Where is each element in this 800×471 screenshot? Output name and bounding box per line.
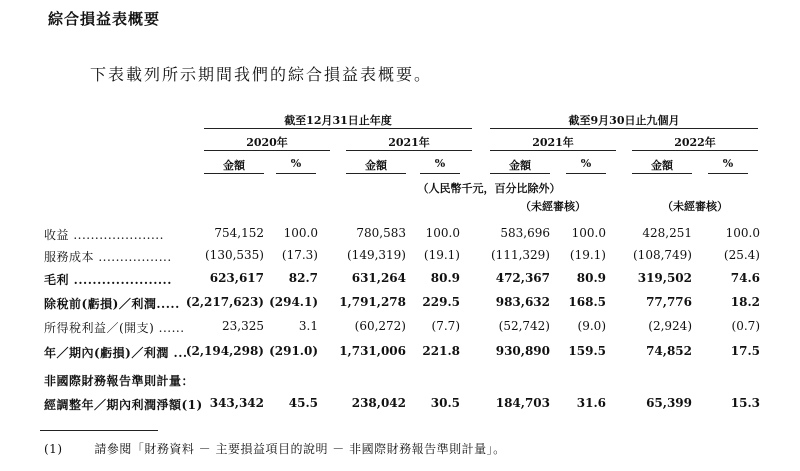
amount-cell: (108,749) bbox=[633, 248, 692, 262]
amount-cell: (111,329) bbox=[491, 248, 550, 262]
percent-cell: 229.5 bbox=[422, 295, 460, 309]
amount-cell: 472,367 bbox=[495, 271, 550, 285]
percent-cell: 3.1 bbox=[298, 319, 318, 333]
percent-cell: 82.7 bbox=[288, 271, 318, 285]
header-year-rule-4 bbox=[632, 150, 758, 151]
footnote-rule bbox=[40, 430, 158, 431]
amount-cell: 77,776 bbox=[646, 295, 692, 309]
percent-cell: (7.7) bbox=[431, 319, 460, 333]
percent-cell: 17.5 bbox=[730, 344, 760, 358]
table-row bbox=[0, 271, 800, 291]
amount-cell: (60,272) bbox=[354, 319, 406, 333]
header-group-nine-months: 截至9月30日止九個月 bbox=[568, 114, 680, 127]
percent-cell: 18.2 bbox=[730, 295, 760, 309]
table-row bbox=[0, 319, 800, 339]
amount-cell: (52,742) bbox=[498, 319, 550, 333]
amount-cell: 1,731,006 bbox=[339, 344, 406, 358]
header-amount-4: 金額 bbox=[651, 159, 673, 172]
amount-cell: 74,852 bbox=[646, 344, 692, 358]
amount-cell: 930,890 bbox=[495, 344, 550, 358]
percent-cell: 31.6 bbox=[576, 396, 606, 410]
footnote-number: (1) bbox=[44, 442, 63, 456]
header-group-rule-1 bbox=[204, 128, 472, 129]
header-sub-rule-8 bbox=[708, 173, 748, 174]
amount-cell: 238,042 bbox=[351, 396, 406, 410]
row-label: 收益 ..................... bbox=[44, 228, 164, 242]
table-row bbox=[0, 396, 800, 416]
percent-cell: (0.7) bbox=[731, 319, 760, 333]
row-label: 經調整年／期內利潤淨額(1) bbox=[44, 398, 203, 412]
percent-cell: 74.6 bbox=[730, 271, 760, 285]
percent-cell: (291.0) bbox=[269, 344, 318, 358]
amount-cell: 623,617 bbox=[209, 271, 264, 285]
percent-cell: 221.8 bbox=[422, 344, 460, 358]
amount-cell: 983,632 bbox=[495, 295, 550, 309]
row-label: 服務成本 ................. bbox=[44, 250, 172, 264]
header-amount-2: 金額 bbox=[365, 159, 387, 172]
header-amount-1: 金額 bbox=[223, 159, 245, 172]
amount-cell: (2,194,298) bbox=[185, 344, 264, 358]
amount-cell: (2,217,623) bbox=[185, 295, 264, 309]
amount-cell: (130,535) bbox=[205, 248, 264, 262]
header-sub-rule-7 bbox=[632, 173, 692, 174]
header-year-rule-2 bbox=[346, 150, 472, 151]
header-sub-rule-2 bbox=[276, 173, 316, 174]
footnote bbox=[44, 440, 506, 457]
row-label: 除稅前(虧損)／利潤..... bbox=[44, 297, 180, 311]
header-amount-3: 金額 bbox=[509, 159, 531, 172]
amount-cell: 23,325 bbox=[222, 319, 264, 333]
amount-cell: 1,791,278 bbox=[339, 295, 406, 309]
amount-cell: 343,342 bbox=[209, 396, 264, 410]
percent-cell: 159.5 bbox=[568, 344, 606, 358]
amount-cell: 780,583 bbox=[356, 226, 406, 240]
percent-cell: 80.9 bbox=[430, 271, 460, 285]
percent-cell: (17.3) bbox=[281, 248, 318, 262]
table-row bbox=[0, 344, 800, 364]
header-pct-4: % bbox=[722, 157, 734, 170]
header-group-rule-2 bbox=[490, 128, 758, 129]
percent-cell: 15.3 bbox=[730, 396, 760, 410]
amount-cell: 754,152 bbox=[214, 226, 264, 240]
page-title: 綜合損益表概要 bbox=[48, 10, 161, 28]
unaudited-note-2: （未經審核） bbox=[662, 200, 728, 213]
percent-cell: 100.0 bbox=[571, 226, 606, 240]
percent-cell: 100.0 bbox=[725, 226, 760, 240]
percent-cell: (19.1) bbox=[423, 248, 460, 262]
header-sub-rule-6 bbox=[566, 173, 606, 174]
row-label: 所得稅利益／(開支) ...... bbox=[44, 321, 185, 335]
table-row bbox=[0, 372, 800, 392]
unaudited-note-1: （未經審核） bbox=[520, 200, 586, 213]
percent-cell: 45.5 bbox=[288, 396, 318, 410]
intro-paragraph: 下表載列所示期間我們的綜合損益表概要。 bbox=[90, 65, 433, 84]
percent-cell: 168.5 bbox=[568, 295, 606, 309]
header-year-2021-nine-months: 2021年 bbox=[532, 136, 574, 149]
percent-cell: (25.4) bbox=[723, 248, 760, 262]
header-sub-rule-3 bbox=[346, 173, 406, 174]
header-year-rule-3 bbox=[490, 150, 616, 151]
header-year-2020: 2020年 bbox=[246, 136, 288, 149]
header-sub-rule-1 bbox=[204, 173, 264, 174]
amount-cell: 583,696 bbox=[500, 226, 550, 240]
header-year-rule-1 bbox=[204, 150, 330, 151]
header-sub-rule-4 bbox=[420, 173, 460, 174]
amount-cell: (149,319) bbox=[347, 248, 406, 262]
percent-cell: (9.0) bbox=[577, 319, 606, 333]
amount-cell: 184,703 bbox=[495, 396, 550, 410]
table-row bbox=[0, 248, 800, 268]
header-group-year-ended: 截至12月31日止年度 bbox=[284, 114, 392, 127]
percent-cell: (294.1) bbox=[269, 295, 318, 309]
table-row bbox=[0, 295, 800, 315]
percent-cell: 80.9 bbox=[576, 271, 606, 285]
unit-note: （人民幣千元，百分比除外） bbox=[417, 182, 561, 195]
amount-cell: 319,502 bbox=[637, 271, 692, 285]
row-label: 年／期內(虧損)／利潤 ... bbox=[44, 346, 188, 360]
header-sub-rule-5 bbox=[490, 173, 550, 174]
header-pct-1: % bbox=[290, 157, 302, 170]
percent-cell: 30.5 bbox=[430, 396, 460, 410]
header-year-2021: 2021年 bbox=[388, 136, 430, 149]
header-year-2022-nine-months: 2022年 bbox=[674, 136, 716, 149]
percent-cell: (19.1) bbox=[569, 248, 606, 262]
row-label: 毛利 ..................... bbox=[44, 273, 172, 287]
row-label: 非國際財務報告準則計量： bbox=[44, 374, 195, 388]
amount-cell: 428,251 bbox=[642, 226, 692, 240]
table-row bbox=[0, 226, 800, 246]
percent-cell: 100.0 bbox=[425, 226, 460, 240]
percent-cell: 100.0 bbox=[283, 226, 318, 240]
amount-cell: (2,924) bbox=[648, 319, 692, 333]
header-pct-2: % bbox=[434, 157, 446, 170]
header-pct-3: % bbox=[580, 157, 592, 170]
amount-cell: 65,399 bbox=[646, 396, 692, 410]
footnote-text: 請參閱「財務資料 － 主要損益項目的說明 － 非國際財務報告準則計量」。 bbox=[94, 442, 506, 456]
amount-cell: 631,264 bbox=[351, 271, 406, 285]
